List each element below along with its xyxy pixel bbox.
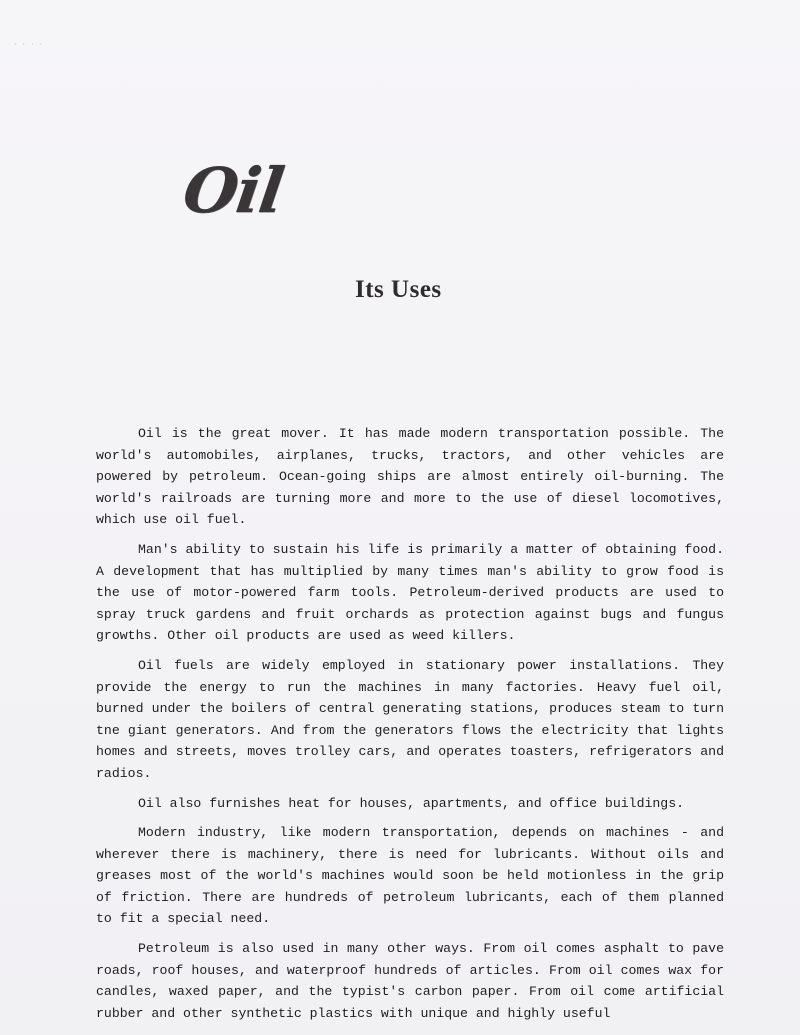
paragraph-food: Man's ability to sustain his life is primarily a matter of obtaining food. A development that has multiplied by many times man's ability to grow food is the use of motor-powered farm tools. Petroleum-derived products are used to spray truck gardens and fruit orchards as protection against bugs and fungus growths. Other oil products are used as weed killers. [96, 541, 724, 644]
document-title: Oil [178, 154, 288, 227]
paragraph-heat: Oil also furnishes heat for houses, apartments, and office buildings. [138, 795, 685, 811]
document-subtitle: Its Uses [355, 276, 442, 303]
paragraph-lubricants: Modern industry, like modern transportation, depends on machines - and wherever there is machinery, there is need for lubricants. Without oils and greases most of the world's machines would soon be held motionless in the grip of friction. There are hundreds of petroleum lubricants, each of them planned to fit a special need. [96, 825, 724, 927]
paragraph-transportation: Oil is the great mover. It has made modern transportation possible. The world's automobiles, airplanes, trucks, tractors, and other vehicles are powered by petroleum. Ocean-going ships are almost entirely oil-burning. The world's railroads are turning more and more to the use of diesel locomotives, which use oil fuel. [96, 426, 724, 528]
document-body [96, 423, 724, 1024]
paragraph-power: Oil fuels are widely employed in stationary power installations. They provide the energy to run the machines in many factories. Heavy fuel oil, burned under the boilers of central generating stations, produces steam to turn tne giant generators. And from the generators flows the electricity that lights homes and streets, moves trolley cars, and operates toasters, refrigerators and radios. [96, 657, 724, 781]
paragraph-other-uses: Petroleum is also used in many other ways. From oil comes asphalt to pave roads, roof houses, and waterproof hundreds of articles. From oil comes wax for candles, waxed paper, and the typist's carbon paper. From oil come artificial rubber and other synthetic plastics with unique and highly useful [96, 941, 724, 1021]
paper-speck-marks: ···· [14, 40, 49, 49]
